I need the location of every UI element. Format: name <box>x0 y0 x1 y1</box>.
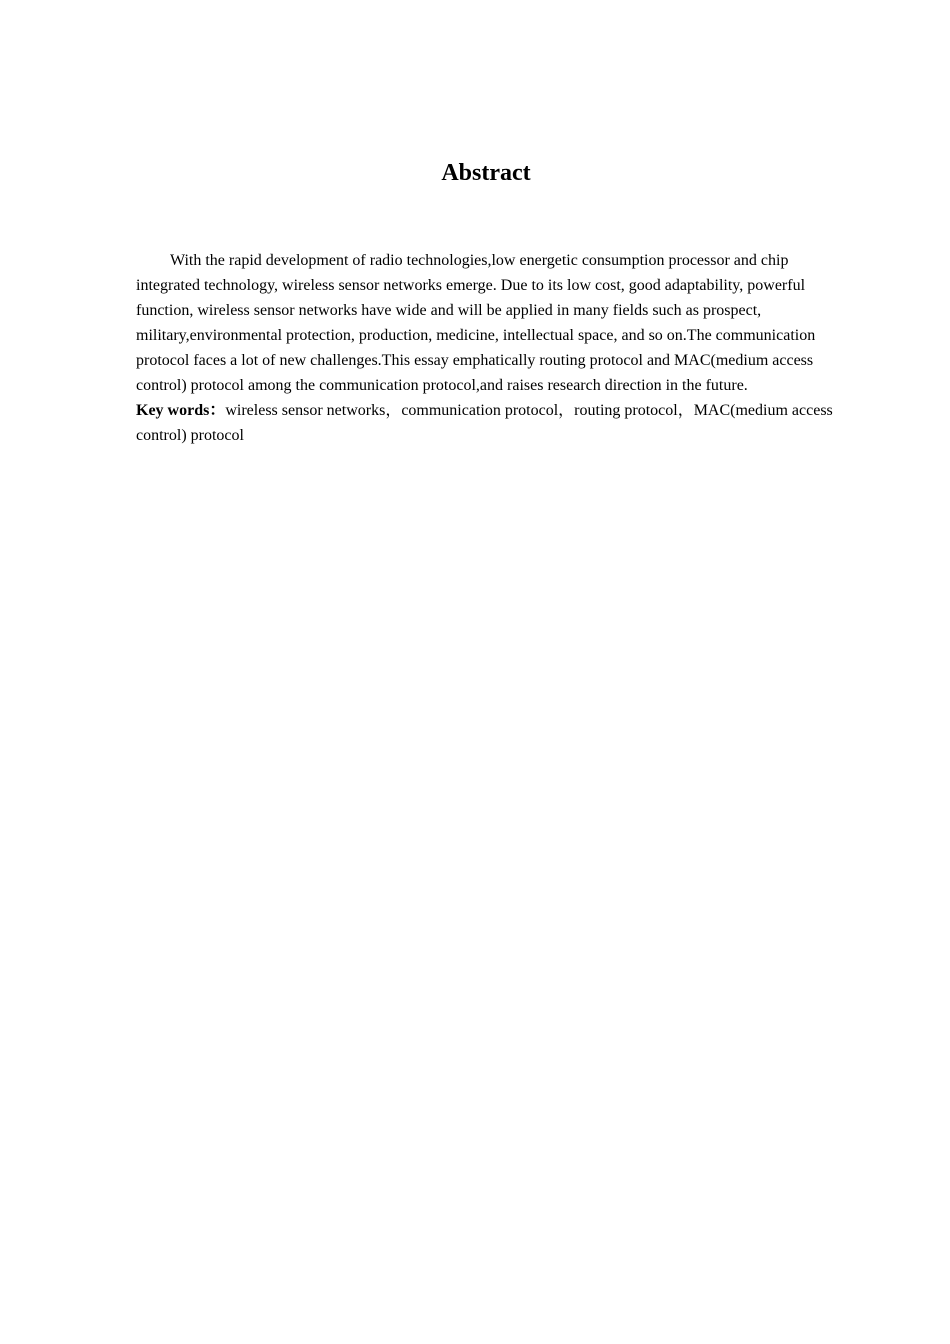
abstract-body <box>136 248 840 448</box>
page-title: Abstract <box>441 160 531 186</box>
keywords-label: Key words： <box>136 402 226 419</box>
keywords-list: wireless sensor networks，communication protocol，routing protocol，MAC(medium access control) protocol <box>136 402 833 444</box>
abstract-paragraph: With the rapid development of radio technologies,low energetic consumption processor and chip integrated technology, wireless sensor networks emerge. Due to its low cost, good adaptability, powerful function, wireless sensor networks have wide and will be applied in many fields such as prospect, military,environmental protection, production, medicine, intellectual space, and so on.The communication protocol faces a lot of new challenges.This essay emphatically routing protocol and MAC(medium access control) protocol among the communication protocol,and raises research direction in the future. <box>136 252 816 394</box>
keywords-paragraph <box>136 398 840 448</box>
